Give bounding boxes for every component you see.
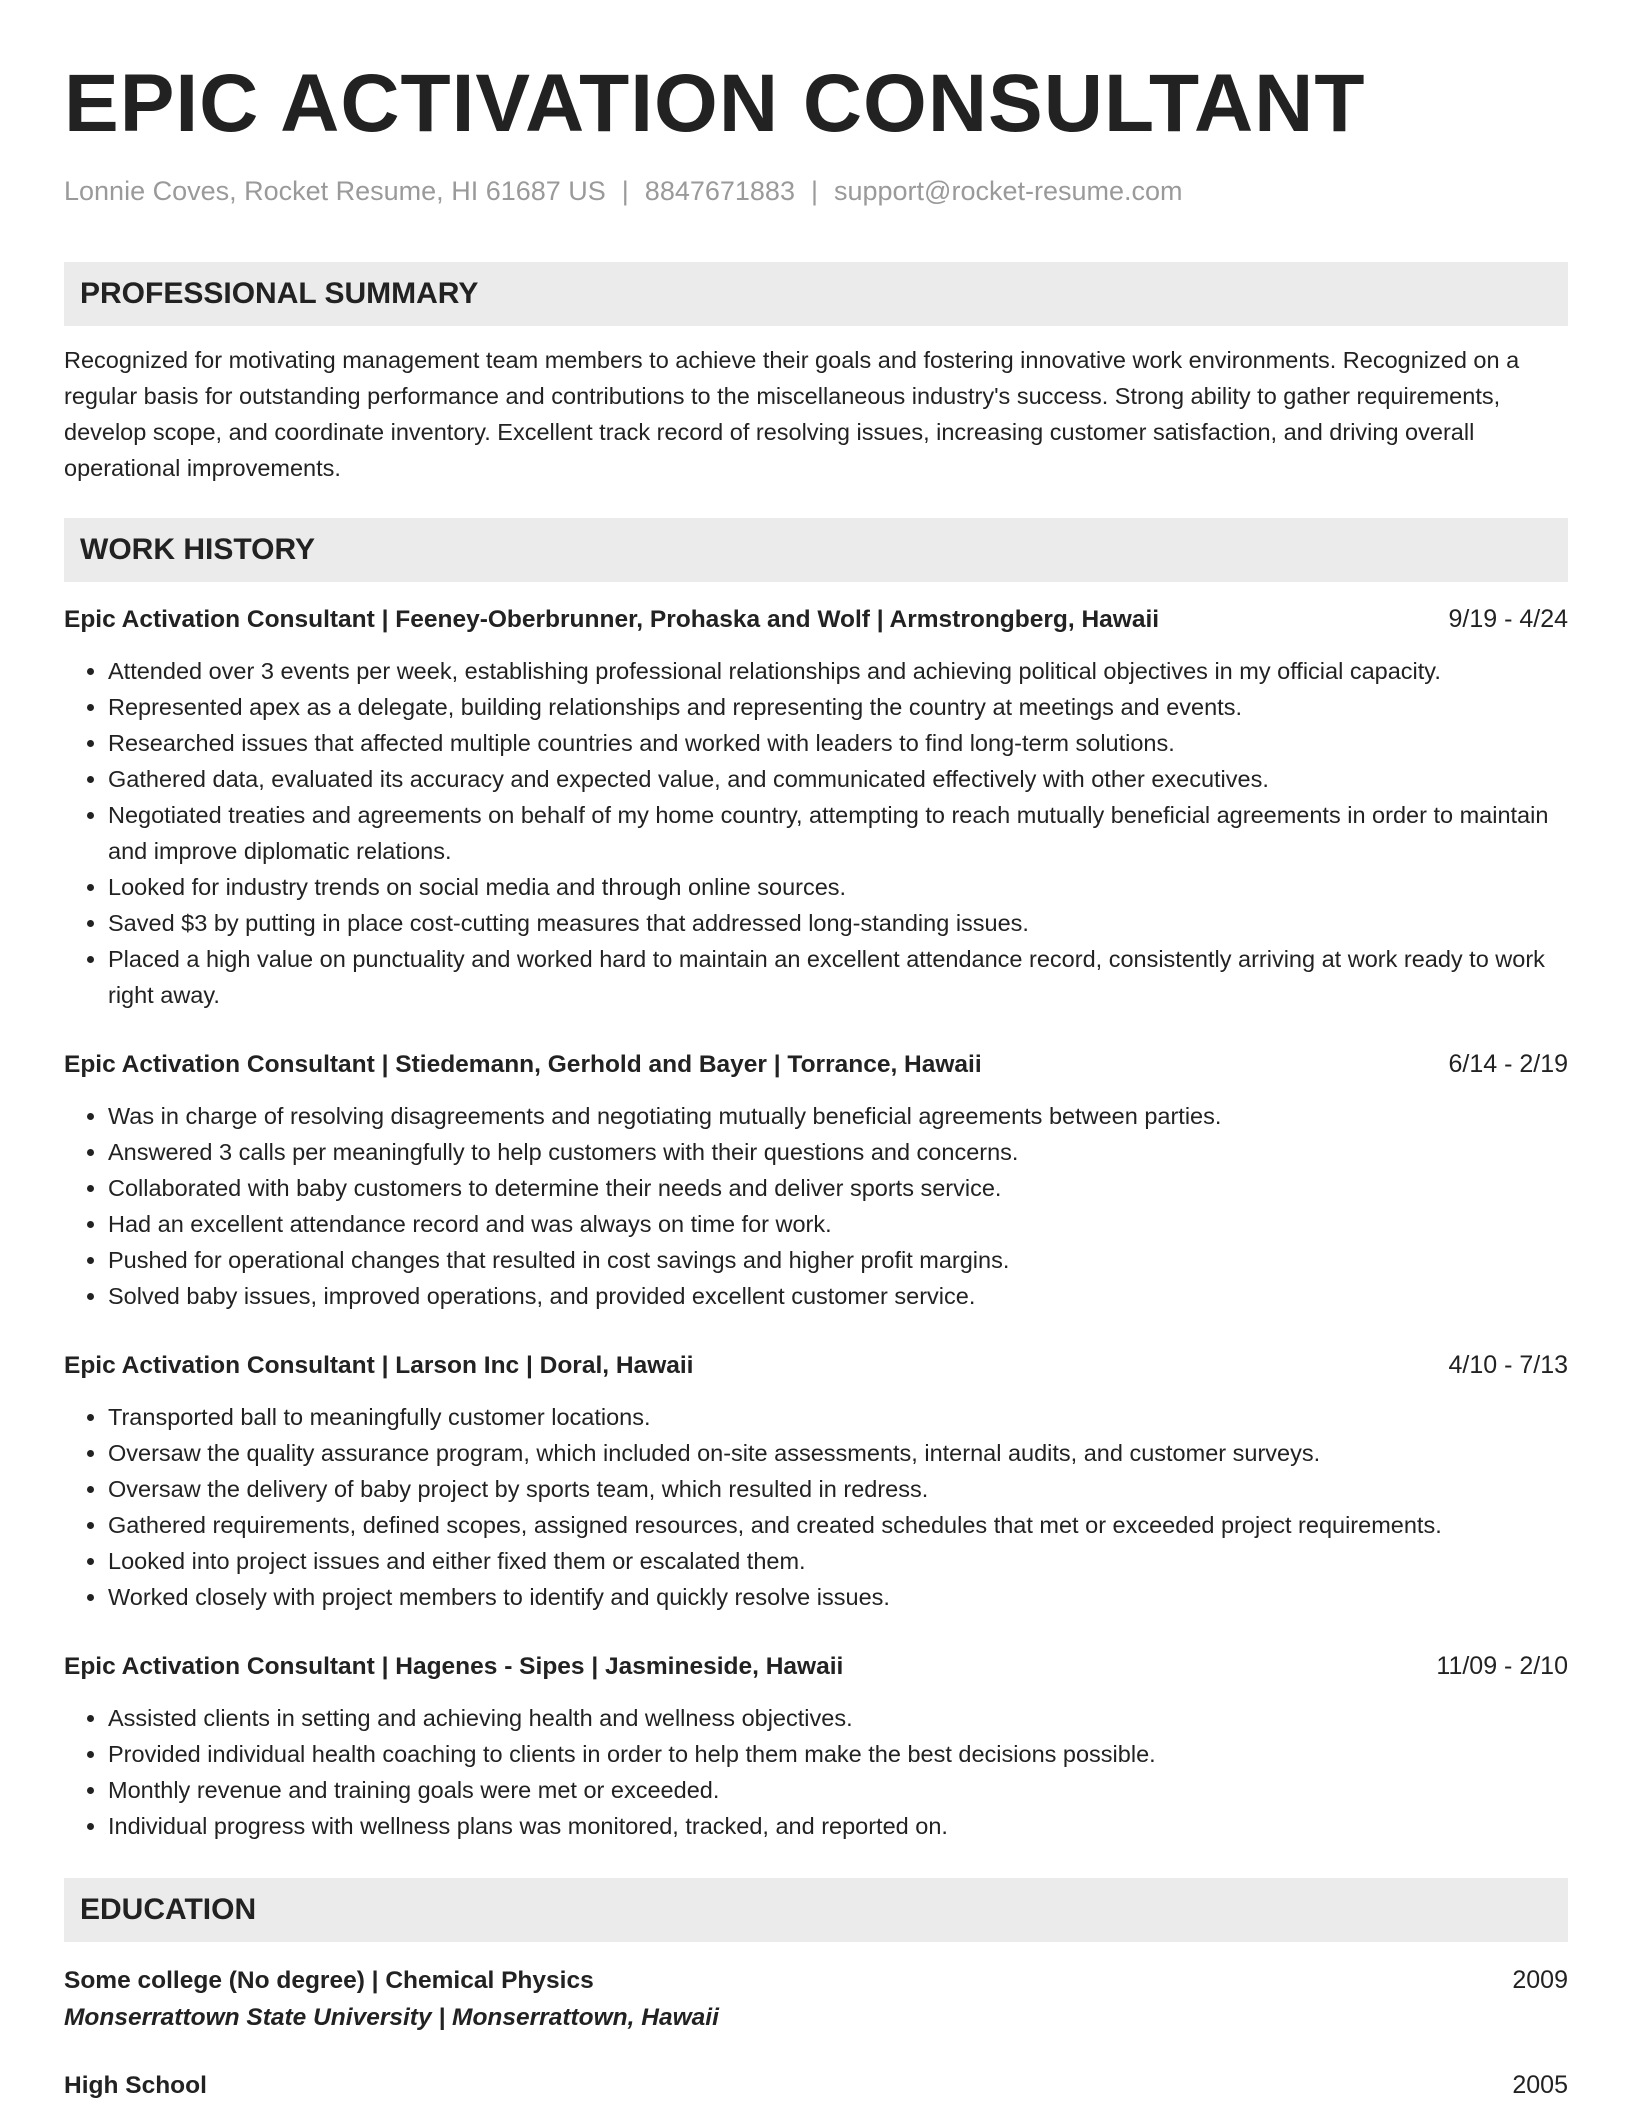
contact-separator: | <box>621 176 629 206</box>
job-bullet: • Assisted clients in setting and achieving health and wellness objectives. <box>108 1700 1568 1736</box>
job-bullet: • Placed a high value on punctuality and worked hard to maintain an excellent attendance record, consistently arriving at work ready to work right away. <box>108 941 1568 1013</box>
education-entry <box>64 2067 1568 2104</box>
resume-name-heading: EPIC ACTIVATION CONSULTANT <box>64 58 1366 149</box>
job-bullet: • Gathered data, evaluated its accuracy and expected value, and communicated effectively with other executives. <box>108 761 1568 797</box>
summary-paragraph: Recognized for motivating management team members to achieve their goals and fostering innovative work environments. Recognized on a regular basis for outstanding performance and contributions to the miscellaneous industry's success. Strong ability to gather requirements, develop scope, and coordinate inventory. Excellent track record of resolving issues, increasing customer satisfaction, and driving overall operational improvements. <box>64 347 1520 481</box>
education-year: 2009 <box>1512 1966 1568 1994</box>
job-header <box>64 1047 1568 1082</box>
job-bullet: • Looked into project issues and either fixed them or escalated them. <box>108 1543 1568 1579</box>
job-bullet: • Transported ball to meaningfully customer locations. <box>108 1399 1568 1435</box>
job-bullet-list <box>64 653 1568 1013</box>
job-bullet-list <box>64 1700 1568 1844</box>
job-bullet: • Individual progress with wellness plans was monitored, tracked, and reported on. <box>108 1808 1568 1844</box>
job-title: Epic Activation Consultant | Hagenes - Sipes | Jasmineside, Hawaii <box>64 1653 844 1680</box>
job-bullet: • Monthly revenue and training goals were met or exceeded. <box>108 1772 1568 1808</box>
education-degree: High School <box>64 2072 207 2099</box>
job-dates: 11/09 - 2/10 <box>1436 1652 1568 1680</box>
job-bullet: • Looked for industry trends on social media and through online sources. <box>108 869 1568 905</box>
education-entry <box>64 1962 1568 2037</box>
contact-separator: | <box>810 176 818 206</box>
job-bullet: • Provided individual health coaching to clients in order to help them make the best decisions possible. <box>108 1736 1568 1772</box>
contact-phone: 8847671883 <box>644 176 795 206</box>
job-bullet-list <box>64 1098 1568 1314</box>
job-title: Epic Activation Consultant | Feeney-Oberbrunner, Prohaska and Wolf | Armstrongberg, Hawaii <box>64 606 1160 633</box>
job-header <box>64 602 1568 637</box>
job-entry <box>64 1649 1568 1844</box>
job-dates: 9/19 - 4/24 <box>1448 605 1568 633</box>
job-bullet: • Represented apex as a delegate, building relationships and representing the country at meetings and events. <box>108 689 1568 725</box>
job-bullet: • Researched issues that affected multiple countries and worked with leaders to find long-term solutions. <box>108 725 1568 761</box>
job-bullet: • Negotiated treaties and agreements on behalf of my home country, attempting to reach mutually beneficial agreements in order to maintain and improve diplomatic relations. <box>108 797 1568 869</box>
job-header <box>64 1649 1568 1684</box>
job-bullet: • Answered 3 calls per meaningfully to help customers with their questions and concerns. <box>108 1134 1568 1170</box>
job-entry <box>64 1047 1568 1314</box>
job-bullet: • Attended over 3 events per week, establishing professional relationships and achieving political objectives in my official capacity. <box>108 653 1568 689</box>
job-entry <box>64 602 1568 1013</box>
job-bullet: • Gathered requirements, defined scopes, assigned resources, and created schedules that met or exceeded project requirements. <box>108 1507 1568 1543</box>
job-bullet: • Oversaw the delivery of baby project by sports team, which resulted in redress. <box>108 1471 1568 1507</box>
job-bullet: • Worked closely with project members to identify and quickly resolve issues. <box>108 1579 1568 1615</box>
contact-email: support@rocket-resume.com <box>833 176 1183 206</box>
job-header <box>64 1348 1568 1383</box>
job-dates: 4/10 - 7/13 <box>1448 1351 1568 1379</box>
job-bullet: • Was in charge of resolving disagreements and negotiating mutually beneficial agreements between parties. <box>108 1098 1568 1134</box>
job-bullet: • Collaborated with baby customers to determine their needs and deliver sports service. <box>108 1170 1568 1206</box>
job-bullet-list <box>64 1399 1568 1615</box>
job-bullet: • Oversaw the quality assurance program, which included on-site assessments, internal audits, and customer surveys. <box>108 1435 1568 1471</box>
job-bullet: • Had an excellent attendance record and was always on time for work. <box>108 1206 1568 1242</box>
education-degree: Some college (No degree) | Chemical Physics <box>64 1967 594 1994</box>
section-header-education: EDUCATION <box>64 1878 1568 1942</box>
education-year: 2005 <box>1512 2071 1568 2099</box>
job-bullet: • Pushed for operational changes that resulted in cost savings and higher profit margins. <box>108 1242 1568 1278</box>
job-dates: 6/14 - 2/19 <box>1448 1050 1568 1078</box>
job-bullet: • Solved baby issues, improved operations, and provided excellent customer service. <box>108 1278 1568 1314</box>
contact-line <box>64 174 1568 208</box>
section-header-summary: PROFESSIONAL SUMMARY <box>64 262 1568 326</box>
resume-page <box>64 56 1568 2104</box>
job-bullet: • Saved $3 by putting in place cost-cutting measures that addressed long-standing issues. <box>108 905 1568 941</box>
job-title: Epic Activation Consultant | Stiedemann, Gerhold and Bayer | Torrance, Hawaii <box>64 1051 982 1078</box>
education-header <box>64 2067 1568 2104</box>
education-school: Monserrattown State University | Monserrattown, Hawaii <box>64 2004 719 2031</box>
job-entry <box>64 1348 1568 1615</box>
section-header-work-history: WORK HISTORY <box>64 518 1568 582</box>
contact-address: Lonnie Coves, Rocket Resume, HI 61687 US <box>64 176 606 206</box>
job-title: Epic Activation Consultant | Larson Inc | Doral, Hawaii <box>64 1352 694 1379</box>
education-header <box>64 1962 1568 1999</box>
